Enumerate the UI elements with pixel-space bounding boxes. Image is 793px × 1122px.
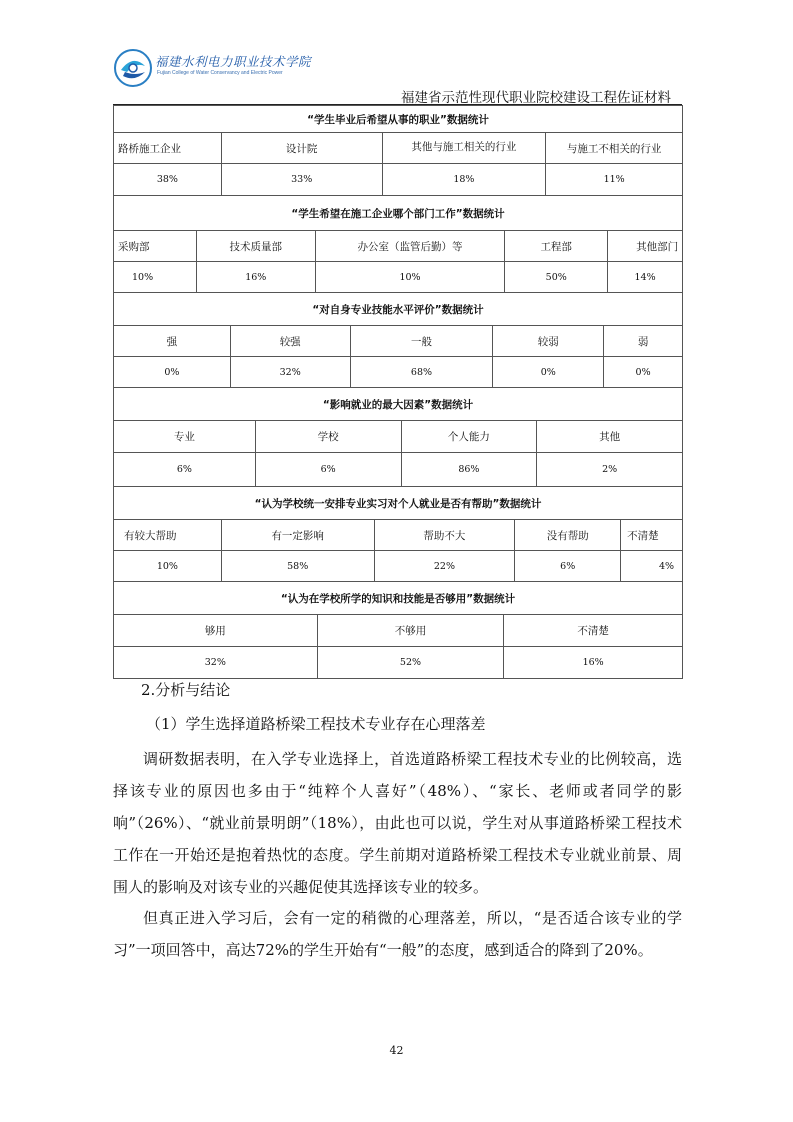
- table-header-cell: 个人能力: [402, 421, 538, 452]
- table-header-row: [114, 421, 682, 452]
- header-title: 福建省示范性现代职业院校建设工程佐证材料: [401, 90, 671, 106]
- table-header-cell: 不清楚: [627, 529, 659, 542]
- table-value-cell: 2%: [602, 464, 618, 475]
- table-value-cell: 50%: [505, 262, 608, 292]
- page-number: 42: [389, 1044, 404, 1057]
- logo-text: 福建水利电力职业技术学院: [155, 54, 312, 69]
- table-title: “影响就业的最大因素”数据统计: [114, 388, 683, 421]
- table-header-cell: 有较大帮助: [114, 520, 222, 550]
- table-value-cell: 38%: [114, 164, 222, 195]
- table-value-row: [114, 646, 682, 678]
- table-value-cell: 6%: [515, 551, 621, 581]
- table-value-cell: 16%: [197, 262, 316, 292]
- table-header-cell: 不清楚: [577, 625, 609, 637]
- subsection-heading: （1）学生选择道路桥梁工程技术专业存在心理落差: [146, 715, 486, 733]
- table-value-row: [114, 356, 682, 387]
- table-value-cell: 18%: [383, 164, 547, 195]
- table-value-cell: 6%: [256, 453, 402, 486]
- table-value-cell: 0%: [635, 366, 651, 378]
- table-header-cell: 办公室（监管后勤）等: [316, 231, 506, 261]
- table-header-cell: 其他: [599, 431, 621, 443]
- section-heading: 2.分析与结论: [141, 681, 231, 699]
- logo-subtext: Fujian College of Water Conservancy and Electric Power: [157, 70, 283, 76]
- paragraph: 调研数据表明，在入学专业选择上，首选道路桥梁工程技术专业的比例较高，选择该专业的原因也多由于“纯粹个人喜好”（48%）、“家长、老师或者同学的影响”（26%）、“就业前景明朗”（18%），由此也可以说，学生对从事道路桥梁工程技术工作在一开始还是抱着热忱的态度。学生前期对道路桥梁工程技术专业就业前景、周围人的影响及对该专业的兴趣促使其选择该专业的较多。: [113, 750, 682, 896]
- table-header-row: [114, 615, 682, 646]
- table-header-cell: 其他部门: [636, 240, 679, 253]
- table-title: “学生毕业后希望从事的职业”数据统计: [114, 106, 683, 133]
- table-value-cell: 6%: [114, 453, 256, 486]
- table-value-cell: 10%: [114, 262, 197, 292]
- statistics-table: [113, 105, 683, 679]
- table-value-cell: 0%: [114, 357, 231, 387]
- table-header-cell: 够用: [114, 615, 318, 646]
- table-value-cell: 33%: [222, 164, 383, 195]
- college-logo: [113, 48, 312, 92]
- table-value-row: [114, 550, 682, 581]
- table-header-cell: 一般: [351, 326, 494, 356]
- table-header-cell: 较强: [231, 326, 351, 356]
- table-header-cell: 没有帮助: [515, 520, 621, 550]
- table-header-cell: 其他与施工相关的行业: [383, 133, 547, 163]
- table-value-cell: 86%: [402, 453, 538, 486]
- table-title: “学生希望在施工企业哪个部门工作”数据统计: [114, 196, 683, 231]
- table-header-cell: 不够用: [318, 615, 505, 646]
- table-header-cell: 弱: [637, 335, 649, 348]
- table-value-cell: 4%: [658, 560, 675, 572]
- table-header-cell: 较弱: [493, 326, 604, 356]
- table-value-cell: 16%: [582, 657, 604, 668]
- table-header-cell: 采购部: [114, 231, 197, 261]
- table-header-row: [114, 231, 682, 261]
- table-value-cell: 11%: [603, 174, 625, 185]
- table-header-row: [114, 133, 682, 163]
- table-header-cell: 有一定影响: [222, 520, 375, 550]
- table-value-cell: 58%: [222, 551, 375, 581]
- table-value-cell: 0%: [493, 357, 604, 387]
- table-header-cell: 强: [114, 326, 231, 356]
- table-value-row: [114, 163, 682, 195]
- table-value-row: [114, 452, 682, 486]
- table-header-row: [114, 520, 682, 550]
- table-header-cell: 学校: [256, 421, 402, 452]
- table-value-cell: 10%: [316, 262, 506, 292]
- paragraph: 但真正进入学习后，会有一定的稍微的心理落差，所以，“是否适合该专业的学习”一项回答中，高达72%的学生开始有“一般”的态度，感到适合的降到了20%。: [113, 909, 682, 959]
- table-value-row: [114, 261, 682, 292]
- table-header-row: [114, 326, 682, 356]
- table-value-cell: 14%: [634, 271, 656, 283]
- table-header-cell: 与施工不相关的行业: [566, 142, 662, 155]
- table-title: “对自身专业技能水平评价”数据统计: [114, 293, 683, 326]
- table-header-cell: 技术质量部: [197, 231, 316, 261]
- table-value-cell: 52%: [318, 647, 505, 678]
- table-value-cell: 32%: [231, 357, 351, 387]
- table-header-cell: 设计院: [222, 133, 383, 163]
- college-emblem-icon: [113, 48, 153, 88]
- table-header-cell: 工程部: [505, 231, 608, 261]
- table-value-cell: 10%: [114, 551, 222, 581]
- table-title: “认为在学校所学的知识和技能是否够用”数据统计: [114, 582, 683, 615]
- table-header-cell: 帮助不大: [375, 520, 516, 550]
- table-title: “认为学校统一安排专业实习对个人就业是否有帮助”数据统计: [114, 487, 683, 520]
- table-value-cell: 32%: [114, 647, 318, 678]
- table-header-cell: 路桥施工企业: [114, 133, 222, 163]
- table-value-cell: 68%: [351, 357, 494, 387]
- table-value-cell: 22%: [375, 551, 516, 581]
- table-header-cell: 专业: [114, 421, 256, 452]
